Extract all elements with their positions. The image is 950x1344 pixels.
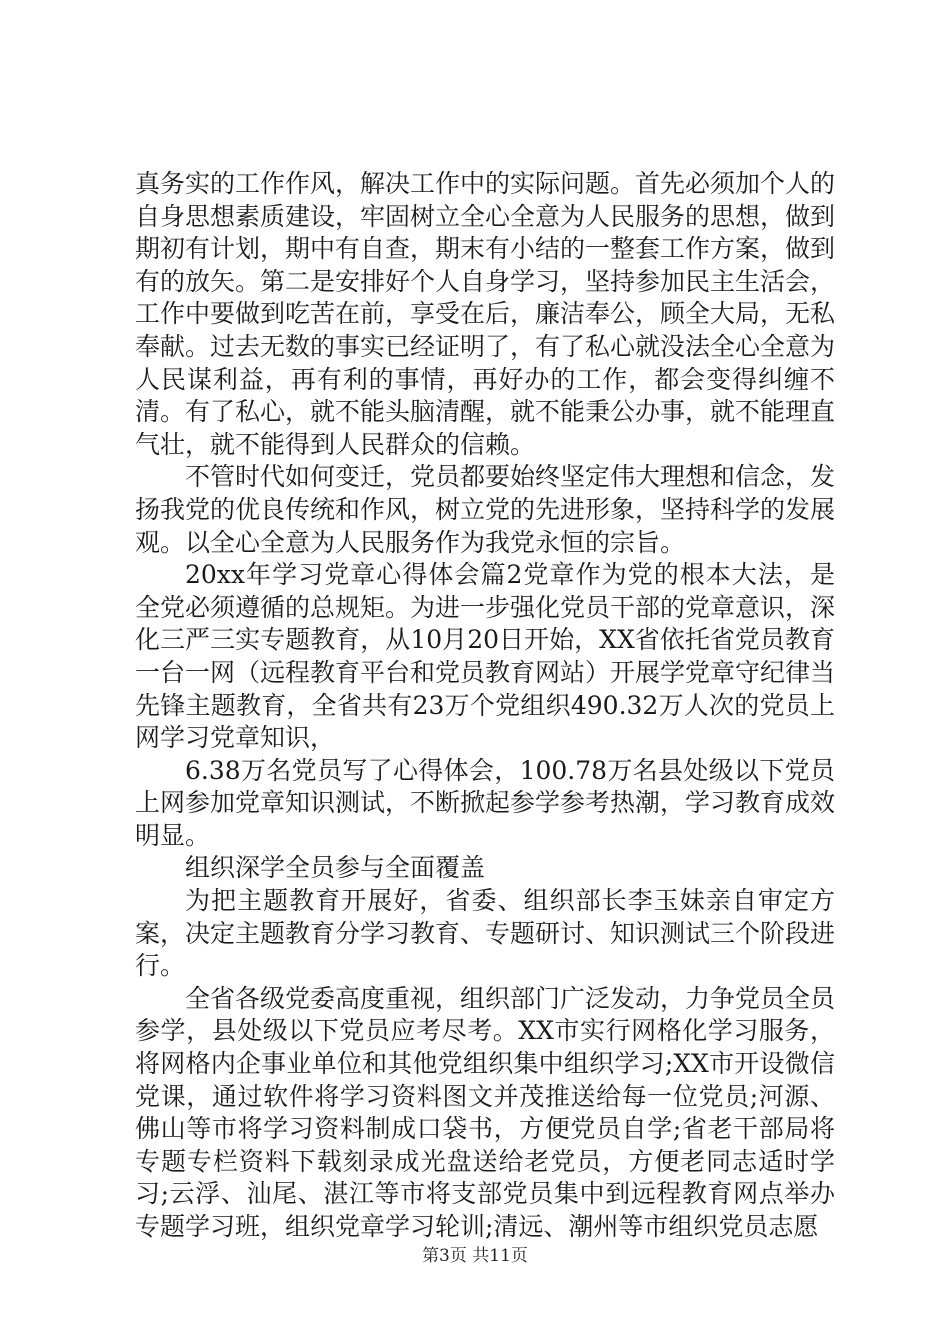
paragraph-4: 6.38万名党员写了心得体会，100.78万名县处级以下党员上网参加党章知识测试，不断掀起参学参考热潮，学习教育成效明显。 [135, 755, 836, 850]
section-heading: 组织深学全员参与全面覆盖 [185, 853, 486, 883]
paragraph-6: 全省各级党委高度重视，组织部门广泛发动，力争党员全员参学，县处级以下党员应考尽考。XX市实行网格化学习服务，将网格内企事业单位和其他党组织集中组织学习;XX市开设微信党课，通过软件将学习资料图文并茂推送给每一位党员;河源、佛山等市将学习资料制成口袋书，方便党员自学;省老干部局将专题专栏资料下载刻录成光盘送给老党员，方便老同志适时学习;云浮、汕尾、湛江等市将支部党员集中到远程教育网点举办专题学习班，组织党章学习轮训;清远、潮州等市组织党员志愿 [135, 983, 836, 1241]
document-body [135, 168, 835, 1244]
paragraph-3: 20xx年学习党章心得体会篇2党章作为党的根本大法，是全党必须遵循的总规矩。为进一步强化党员干部的党章意识，深化三严三实专题教育，从10月20日开始，XX省依托省党员教育一台一网（远程教育平台和党员教育网站）开展学党章守纪律当先锋主题教育，全省共有23万个党组织490.32万人次的党员上网学习党章知识， [135, 560, 836, 753]
paragraph-1: 真务实的工作作风，解决工作中的实际问题。首先必须加个人的自身思想素质建设，牢固树立全心全意为人民服务的思想，做到期初有计划，期中有自查，期末有小结的一整套工作方案，做到有的放矢。第二是安排好个人自身学习，坚持参加民主生活会，工作中要做到吃苦在前，享受在后，廉洁奉公，顾全大局，无私奉献。过去无数的事实已经证明了，有了私心就没法全心全意为人民谋利益，再有利的事情，再好办的工作，都会变得纠缠不清。有了私心，就不能头脑清醒，就不能秉公办事，就不能理直气壮，就不能得到人民群众的信赖。 [135, 169, 836, 459]
paragraph-5: 为把主题教育开展好，省委、组织部长李玉妹亲自审定方案，决定主题教育分学习教育、专题研讨、知识测试三个阶段进行。 [135, 886, 836, 981]
paragraph-2: 不管时代如何变迁，党员都要始终坚定伟大理想和信念，发扬我党的优良传统和作风，树立党的先进形象，坚持科学的发展观。以全心全意为人民服务作为我党永恒的宗旨。 [135, 462, 836, 557]
page-number-footer: 第3页 共11页 [422, 1246, 528, 1266]
